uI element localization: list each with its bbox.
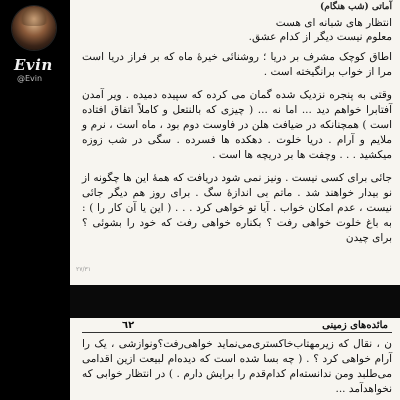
book-title: مائده‌های زمینی — [322, 320, 388, 331]
paragraph: اطاق کوچک مشرف بر دریا ؛ روشنائی خیرهٔ ماه که بر فراز دریا است مرا از خواب برانگیخته است . — [82, 51, 392, 78]
book-page-bottom — [70, 318, 400, 400]
poem-line: معلوم نیست دیگر از کدام عشق. — [248, 31, 392, 43]
profile-panel — [0, 0, 70, 400]
running-head: آماتی (شب هنگام) — [320, 2, 392, 12]
page-number: ٦٢ — [122, 320, 135, 331]
profile-handle[interactable]: @Evin — [17, 74, 43, 83]
paragraph: ن ، نقال که زیرمهتاب‌خاکستری‌می‌نماید خواهی‌رفت؟ونوازشی ، یک را آرام خواهی کرد ؟ . ( چه بسا شده است که دیده‌ام لبیعت ازین اقدامی می‌طلبد ومن ندانسته‌ام کدام‌قدم را برایش دارم . ) در انتظار خوابی که نخواهدآمد ... — [82, 338, 392, 395]
poem-line: انتظار های شبانه ای هست — [275, 17, 392, 29]
page-header — [82, 320, 392, 333]
avatar-image — [18, 8, 50, 26]
poem — [82, 16, 392, 44]
paragraph: وقتی به پنجره نزدیک شده گمان می کرده که سپیده دمیده . ویر آمدن آفتابرا خواهم دید ... اما نه ... ( چیزی که بالنتعل و کاملاً اتفاق افتاده است ) همچنانکه در ضیافت هلن در فاوست دوم بود ، ماه است ، نرم و ملایم و آرام . دریا خلوت . دهکده ها فسرده . سگی در شب زوزه میکشید . . . وچفت ها بر دریچه ها است . — [82, 89, 392, 161]
paragraph: جائی برای کسی نیست . ونیز نمی شود دریافت که همهٔ این ها چگونه از نو بیدار خواهند شد . ماتم بی اندازهٔ سگ . برای روز هم دیگر جائی نیست ، عدم امکان خواب . آیا تو خواهی کرد . . . ( این یا آن کار را ) : به باغ خلوت خواهی رفت ؟ بکناره خواهی رفت که خود را بشوئی ؟ برای چیدن — [82, 172, 392, 244]
book-page-top — [70, 0, 400, 285]
avatar[interactable] — [12, 6, 56, 50]
page-gap — [70, 285, 400, 318]
profile-name: Evin — [14, 56, 53, 74]
small-page-number: ٢٧/٣١ — [76, 266, 91, 273]
